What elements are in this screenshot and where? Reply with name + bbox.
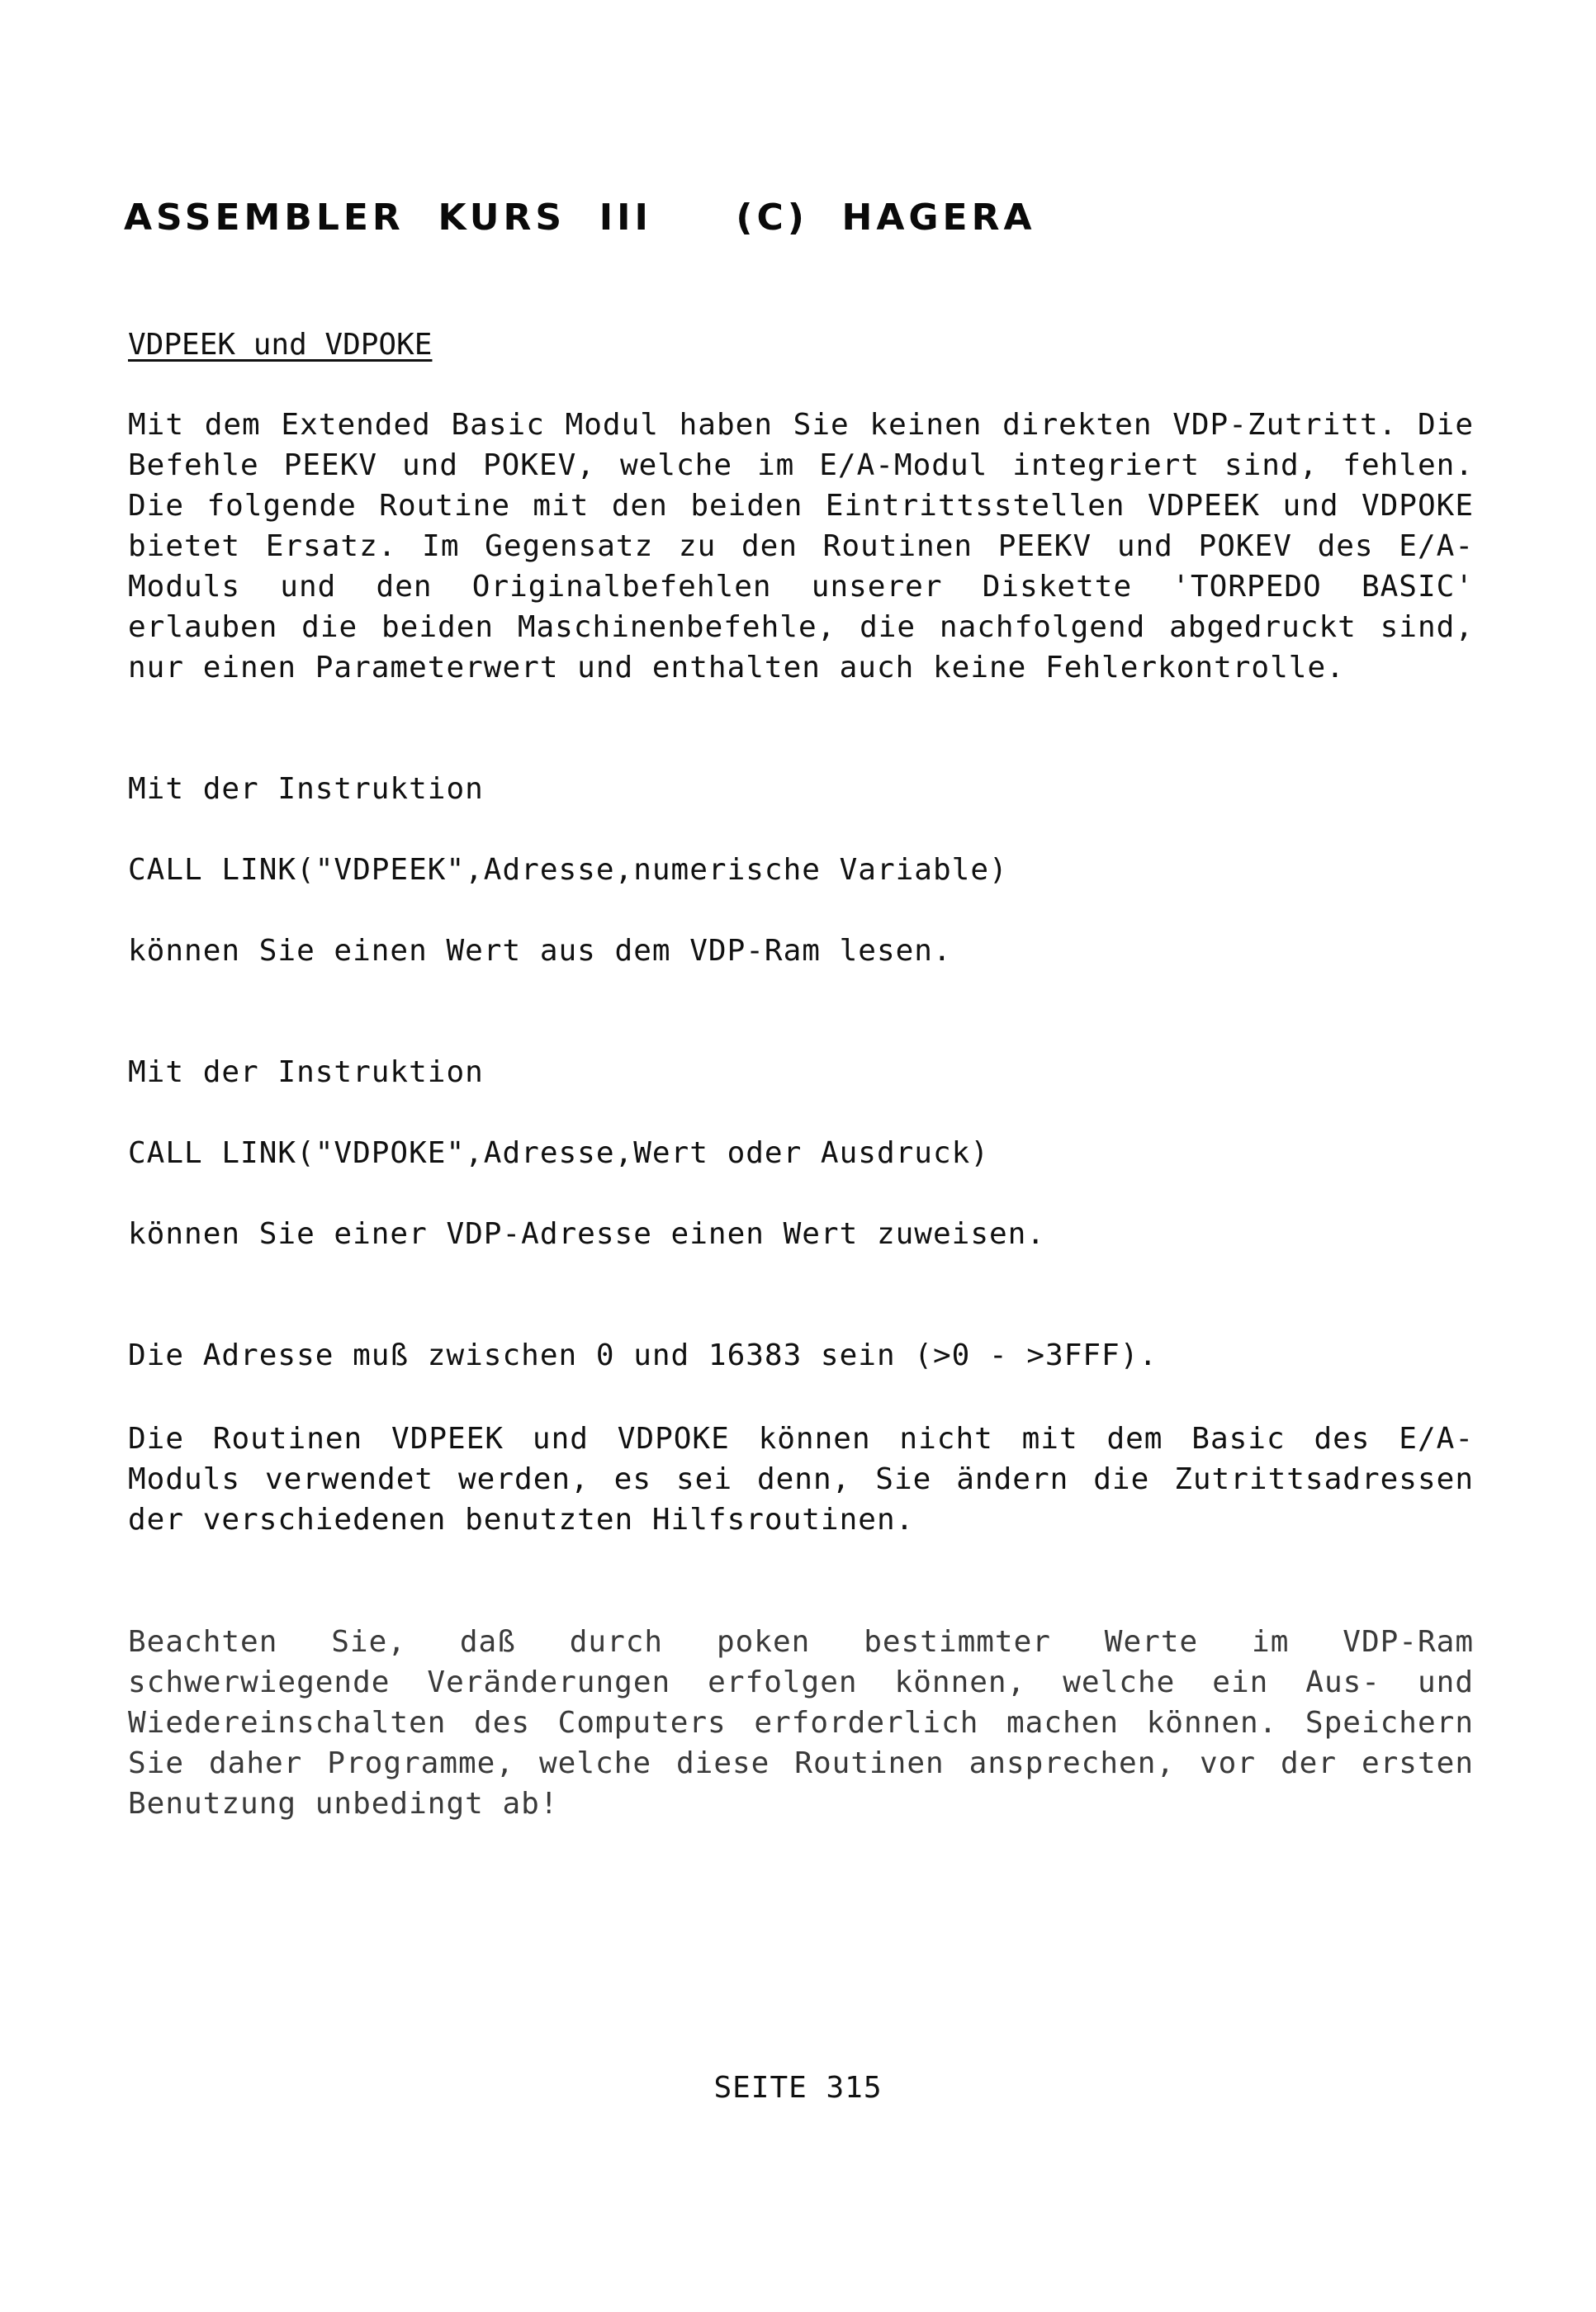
intro-paragraph: Mit dem Extended Basic Modul haben Sie keinen direkten VDP-Zutritt. Die Befehle PEEKV und POKEV, welche im E/A-Modul integriert sind, fehlen. Die folgende Routine mit den beiden Eintrittsstellen VDPEEK und VDPOKE bietet Ersatz. Im Gegensatz zu den Routinen PEEKV und POKEV des E/A-Moduls und den Originalbefehlen unserer Diskette 'TORPEDO BASIC' erlauben die beiden Maschinenbefehle, die nachfolgend abgedruckt sind, nur einen Parameterwert und enthalten auch keine Fehlerkontrolle. xyxy=(128,408,1474,685)
poke-instruction-intro: Mit der Instruktion xyxy=(128,1055,484,1089)
routines-paragraph: Die Routinen VDPEEK und VDPOKE können nicht mit dem Basic des E/A-Moduls verwendet werden, es sei denn, Sie ändern die Zutrittsadressen der verschiedenen benutzten Hilfsroutinen. xyxy=(128,1422,1474,1537)
page-number: SEITE 315 xyxy=(713,2071,883,2105)
poke-description: können Sie einer VDP-Adresse einen Wert zuweisen. xyxy=(128,1217,1046,1251)
page-title: ASSEMBLER KURS III (C) HAGERA xyxy=(124,197,1036,239)
peek-description: können Sie einen Wert aus dem VDP-Ram lesen. xyxy=(128,934,952,968)
peek-call-code: CALL LINK("VDPEEK",Adresse,numerische Variable) xyxy=(128,853,1008,887)
poke-call-code: CALL LINK("VDPOKE",Adresse,Wert oder Ausdruck) xyxy=(128,1136,989,1170)
peek-instruction-intro: Mit der Instruktion xyxy=(128,772,484,806)
section-heading: VDPEEK und VDPOKE xyxy=(128,328,433,362)
warning-paragraph: Beachten Sie, daß durch poken bestimmter Werte im VDP-Ram schwerwiegende Veränderungen erfolgen können, welche ein Aus- und Wiedereinschalten des Computers erforderlich machen können. Speichern Sie daher Programme, welche diese Routinen ansprechen, vor der ersten Benutzung unbedingt ab! xyxy=(128,1625,1474,1821)
address-range-note: Die Adresse muß zwischen 0 und 16383 sein (>0 - >3FFF). xyxy=(128,1338,1158,1372)
